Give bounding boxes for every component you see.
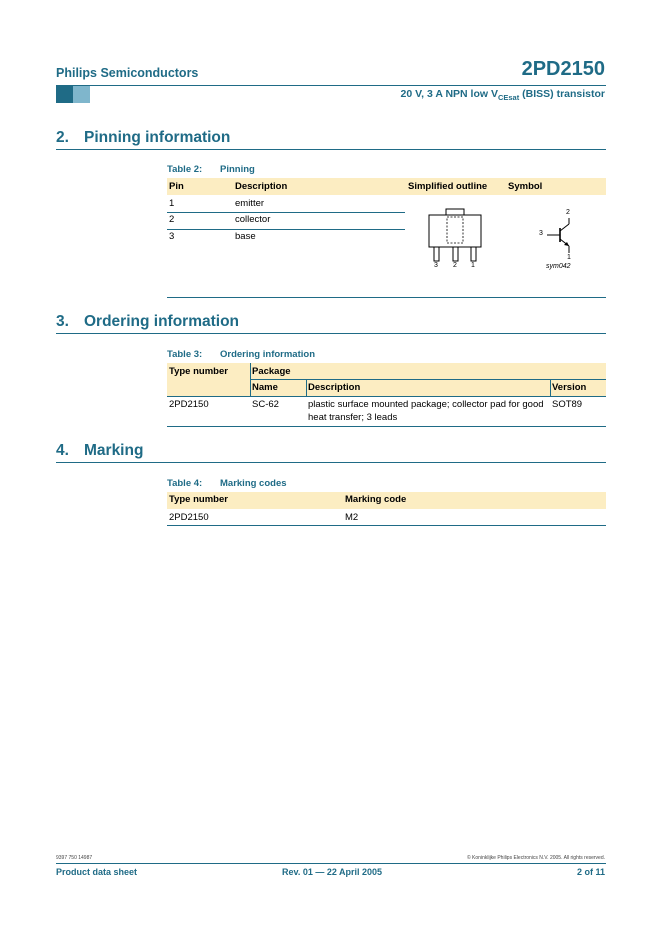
column-header: Type number: [169, 494, 228, 505]
column-header: Symbol: [508, 181, 543, 192]
symbol-pin-label: 3: [539, 230, 543, 237]
column-header: Type number: [169, 366, 228, 377]
column-header: Name: [252, 382, 278, 393]
table-caption: Table 4: Marking codes: [167, 478, 287, 489]
symbol-pin-label: 1: [567, 254, 571, 261]
part-number: 2PD2150: [521, 58, 605, 80]
company-name: Philips Semiconductors: [56, 66, 199, 80]
npn-transistor-symbol: [540, 215, 580, 259]
column-header: Description: [235, 181, 288, 192]
document-id: 9397 750 14987: [56, 855, 93, 861]
table-bottom-rule: [167, 297, 606, 298]
document-type: Product data sheet: [56, 867, 138, 877]
copyright-notice: © Koninklijke Philips Electronics N.V. 2005. All rights reserved.: [466, 855, 605, 861]
table-bottom-rule: [167, 426, 606, 427]
table-caption: Table 3: Ordering information: [167, 349, 315, 360]
section-title-ordering: 3. Ordering information: [56, 313, 239, 330]
table-cell: 2PD2150: [169, 512, 209, 523]
table-cell: SC-62: [252, 399, 279, 410]
section-rule: [56, 149, 606, 150]
row-divider: [167, 212, 405, 213]
document-subtitle: 20 V, 3 A NPN low $V_{CEsat}$ (BISS) transistor: [400, 88, 605, 103]
revision-info: Rev. 01 — 22 April 2005: [282, 867, 383, 877]
column-header: Simplified outline: [408, 181, 488, 192]
table-cell: 2PD2150: [169, 399, 209, 410]
table-cell: emitter: [235, 198, 265, 209]
table-cell: 3: [169, 231, 175, 242]
outline-pin-label: 3: [434, 262, 438, 269]
table-bottom-rule: [167, 525, 606, 526]
column-divider: [306, 379, 307, 396]
column-divider: [550, 379, 551, 396]
outline-pin-label: 1: [471, 262, 475, 269]
page-number: 2 of 11: [576, 867, 605, 877]
table-caption: Table 2: Pinning: [167, 164, 255, 175]
outline-pin-label: 2: [453, 262, 457, 269]
column-header: Package: [252, 366, 291, 377]
header-rule: [56, 85, 606, 86]
header-subdivider: [250, 379, 606, 380]
table-cell: collector: [235, 214, 271, 225]
table-cell: M2: [345, 512, 359, 523]
brand-square-light: [73, 86, 90, 103]
symbol-pin-label: 2: [566, 209, 570, 216]
section-rule: [56, 333, 606, 334]
brand-square-dark: [56, 86, 73, 103]
table-cell: plastic surface mounted package; collector pad for good heat transfer; 3 leads: [308, 399, 544, 423]
column-header: Pin: [169, 181, 184, 192]
symbol-reference: sym042: [546, 263, 571, 270]
header-bottom-rule: [167, 396, 606, 397]
column-header: Marking code: [345, 494, 407, 505]
section-title-pinning: 2. Pinning information: [56, 129, 231, 146]
section-rule: [56, 462, 606, 463]
footer-rule: [56, 863, 606, 864]
column-header: Version: [552, 382, 587, 393]
table-cell: 2: [169, 214, 175, 225]
row-divider: [167, 229, 405, 230]
table-cell: SOT89: [552, 399, 583, 410]
table-cell: 1: [169, 198, 175, 209]
column-header: Description: [308, 382, 361, 393]
table-cell: base: [235, 231, 256, 242]
section-title-marking: 4. Marking: [56, 442, 144, 459]
